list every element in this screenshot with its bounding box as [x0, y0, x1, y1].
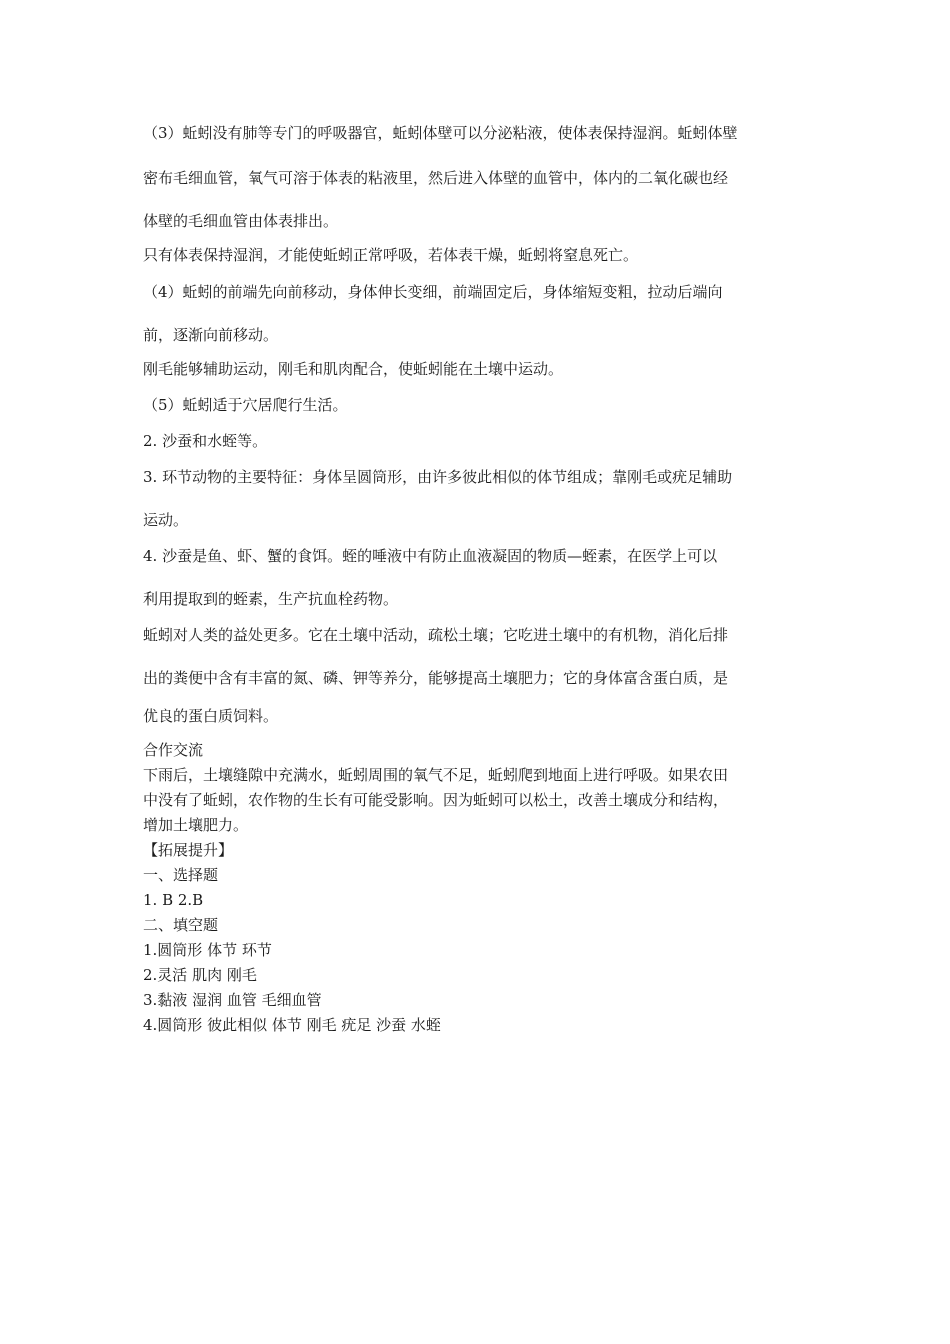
paragraph-line: 优良的蛋白质饲料。: [143, 707, 279, 725]
paragraph-line: （4）蚯蚓的前端先向前移动，身体伸长变细，前端固定后，身体缩短变粗，拉动后端向: [143, 283, 723, 301]
paragraph-line: （3）蚯蚓没有肺等专门的呼吸器官，蚯蚓体壁可以分泌粘液，使体表保持湿润。蚯蚓体壁: [143, 124, 738, 142]
paragraph-line: 前，逐渐向前移动。: [143, 326, 279, 344]
answer-line: 4.圆筒形 彼此相似 体节 刚毛 疣足 沙蚕 水蛭: [143, 1016, 441, 1034]
answer-line: 3. 环节动物的主要特征：身体呈圆筒形，由许多彼此相似的体节组成；靠刚毛或疣足辅助: [143, 468, 733, 486]
paragraph-line: （5）蚯蚓适于穴居爬行生活。: [143, 396, 348, 414]
section-heading: 合作交流: [143, 741, 204, 759]
paragraph-line: 密布毛细血管，氧气可溶于体表的粘液里，然后进入体壁的血管中，体内的二氧化碳也经: [143, 169, 729, 187]
paragraph-line: 中没有了蚯蚓，农作物的生长有可能受影响。因为蚯蚓可以松土，改善土壤成分和结构，: [143, 791, 729, 809]
answer-line: 运动。: [143, 511, 189, 529]
paragraph-line: 体壁的毛细血管由体表排出。: [143, 212, 339, 230]
paragraph-line: 只有体表保持湿润，才能使蚯蚓正常呼吸，若体表干燥，蚯蚓将窒息死亡。: [143, 246, 639, 264]
paragraph-line: 出的粪便中含有丰富的氮、磷、钾等养分，能够提高土壤肥力；它的身体富含蛋白质，是: [143, 669, 729, 687]
answer-line: 2.灵活 肌肉 刚毛: [143, 966, 257, 984]
answer-line: 1. B 2.B: [143, 891, 204, 909]
answer-line: 4. 沙蚕是鱼、虾、蟹的食饵。蛭的唾液中有防止血液凝固的物质—蛭素，在医学上可以: [143, 547, 718, 565]
paragraph-line: 下雨后，土壤缝隙中充满水，蚯蚓周围的氧气不足，蚯蚓爬到地面上进行呼吸。如果农田: [143, 766, 729, 784]
paragraph-line: 蚯蚓对人类的益处更多。它在土壤中活动，疏松土壤；它吃进土壤中的有机物，消化后排: [143, 626, 729, 644]
answer-line: 利用提取到的蛭素，生产抗血栓药物。: [143, 590, 399, 608]
answer-line: 2. 沙蚕和水蛭等。: [143, 432, 268, 450]
paragraph-line: 增加土壤肥力。: [143, 816, 249, 834]
paragraph-line: 刚毛能够辅助运动，刚毛和肌肉配合，使蚯蚓能在土壤中运动。: [143, 360, 564, 378]
subheading: 二、填空题: [143, 916, 219, 934]
section-heading: 【拓展提升】: [143, 841, 234, 859]
answer-line: 3.黏液 湿润 血管 毛细血管: [143, 991, 322, 1009]
answer-line: 1.圆筒形 体节 环节: [143, 941, 272, 959]
subheading: 一、选择题: [143, 866, 219, 884]
